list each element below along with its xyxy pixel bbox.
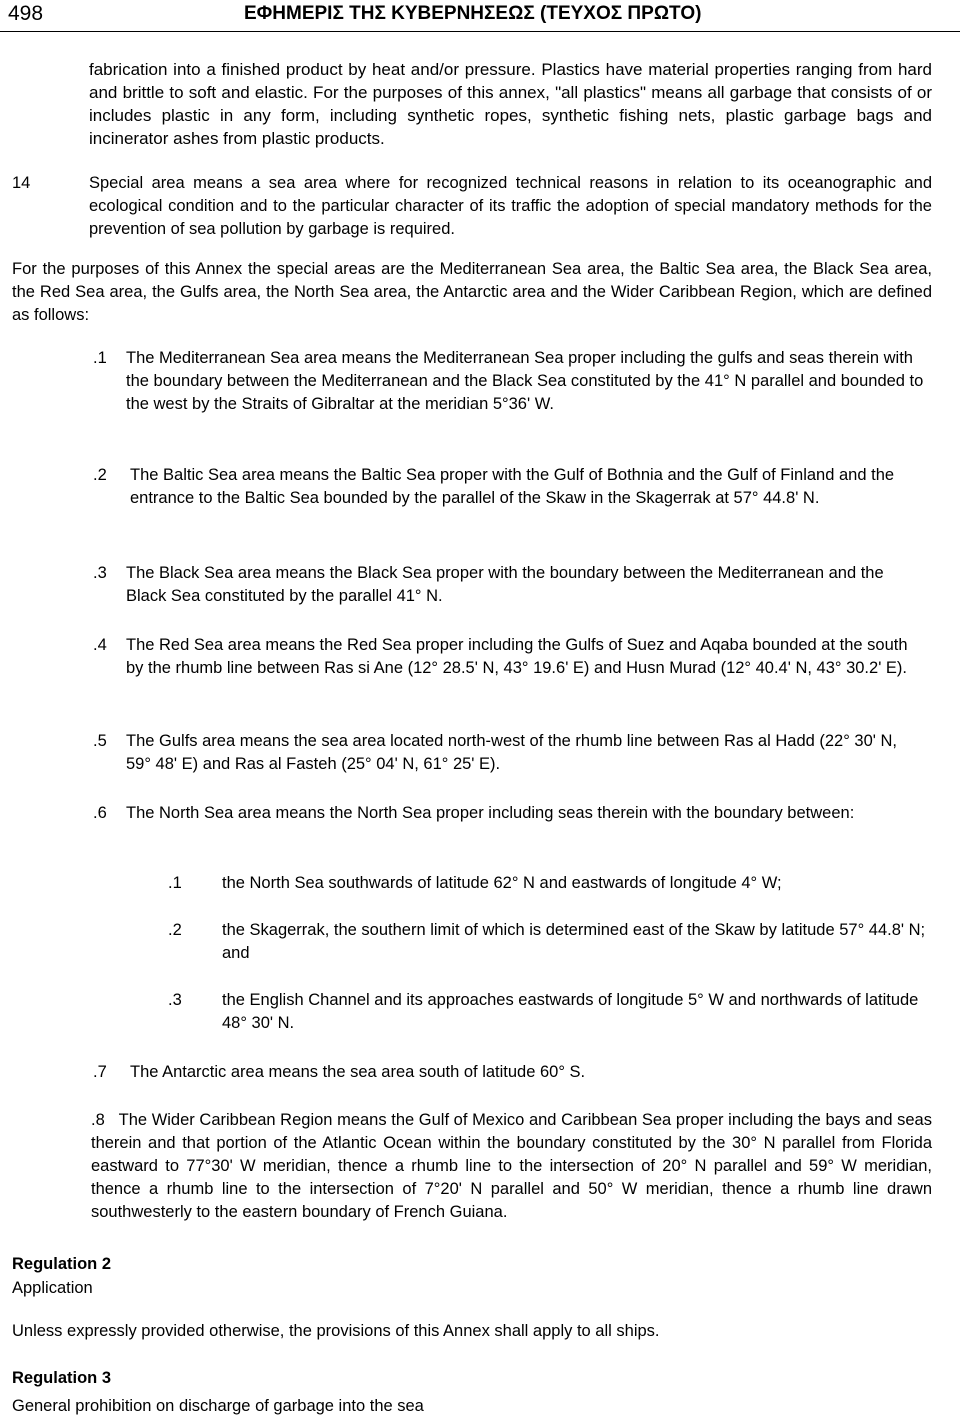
page-number: 498 [8, 2, 44, 25]
area-number-7: .7 [93, 1063, 107, 1081]
north-sea-sub-number-1: .1 [168, 874, 182, 892]
red-sea-area-text: The Red Sea area means the Red Sea proper including the Gulfs of Suez and Aqaba bounded at the south by the rhumb line between Ras si Ane (12° 28.5' N, 43° 19.6' E) and Husn Murad (12° 40.4' N, 43° 30.2' E). [126, 636, 908, 677]
north-sea-sub-text-1: the North Sea southwards of latitude 62° N and eastwards of longitude 4° W; [222, 874, 782, 892]
regulation-2-subheading: Application [12, 1279, 93, 1297]
wider-caribbean-area-text: .8 The Wider Caribbean Region means the Gulf of Mexico and Caribbean Sea proper including the bays and seas therein and that portion of the Atlantic Ocean within the boundary constituted by the 30° N parallel from Florida eastward to 77°30' W meridian, thence a rhumb line to the intersection of 20° N parallel and 59° W meridian, thence a rhumb line to the intersection of 7°20' N parallel and 50° W meridian, thence a rhumb line drawn southwesterly to the eastern boundary of French Guiana. [91, 1111, 932, 1221]
gazette-title: ΕΦΗΜΕΡΙΣ ΤΗΣ ΚΥΒΕΡΝΗΣΕΩΣ (ΤΕΥΧΟΣ ΠΡΩΤΟ) [244, 3, 702, 24]
regulation-2-heading: Regulation 2 [12, 1255, 112, 1273]
area-number-6: .6 [93, 804, 107, 822]
mediterranean-area-text: The Mediterranean Sea area means the Mediterranean Sea proper including the gulfs and seas therein with the boundary between the Mediterranean and the Black Sea constituted by the 41° N parallel and bounded to the west by the Straits of Gibraltar at the meridian 5°36' W. [126, 349, 924, 413]
regulation-2-text: Unless expressly provided otherwise, the provisions of this Annex shall apply to all ships. [12, 1322, 660, 1340]
area-number-2: .2 [93, 466, 107, 484]
gulfs-area-text: The Gulfs area means the sea area located north-west of the rhumb line between Ras al Hadd (22° 30' N, 59° 48' E) and Ras al Fasteh (25° 04' N, 61° 25' E). [126, 732, 898, 773]
area-number-8: .8 [91, 1111, 105, 1129]
special-areas-intro: For the purposes of this Annex the special areas are the Mediterranean Sea area, the Baltic Sea area, the Black Sea area, the Red Sea area, the Gulfs area, the North Sea area, the Antarctic area and the Wider Caribbean Region, which are defined as follows: [12, 260, 932, 324]
north-sea-sub-text-3: the English Channel and its approaches eastwards of longitude 5° W and northwards of latitude 48° 30' N. [222, 991, 919, 1032]
black-sea-area-text: The Black Sea area means the Black Sea proper with the boundary between the Mediterranean and the Black Sea constituted by the parallel 41° N. [126, 564, 884, 605]
antarctic-area-text: The Antarctic area means the sea area south of latitude 60° S. [130, 1063, 586, 1081]
regulation-3-subheading: General prohibition on discharge of garbage into the sea [12, 1397, 424, 1415]
north-sea-sub-number-2: .2 [168, 921, 182, 939]
area-number-1: .1 [93, 349, 107, 367]
plastics-paragraph: fabrication into a finished product by heat and/or pressure. Plastics have material properties ranging from hard and brittle to soft and elastic. For the purposes of this annex, "all plastics" means all garbage that consists of or includes plastic in any form, including synthetic ropes, synthetic fishing nets, plastic garbage bags and incinerator ashes from plastic products. [89, 60, 932, 148]
area-number-5: .5 [93, 732, 107, 750]
special-area-definition: Special area means a sea area where for recognized technical reasons in relation to its oceanographic and ecological condition and to the particular character of its traffic the adoption of special mandatory methods for the prevention of sea pollution by garbage is required. [89, 174, 932, 238]
north-sea-sub-text-2: the Skagerrak, the southern limit of which is determined east of the Skaw by latitude 57° 44.8' N; and [222, 921, 926, 962]
area-number-3: .3 [93, 564, 107, 582]
north-sea-area-text: The North Sea area means the North Sea proper including seas therein with the boundary between: [126, 804, 855, 822]
page-header [0, 0, 960, 32]
baltic-area-text: The Baltic Sea area means the Baltic Sea proper with the Gulf of Bothnia and the Gulf of Finland and the entrance to the Baltic Sea bounded by the parallel of the Skaw in the Skagerrak at 57° 44.8' N. [130, 466, 895, 507]
north-sea-sub-number-3: .3 [168, 991, 182, 1009]
regulation-3-heading: Regulation 3 [12, 1369, 112, 1387]
area-number-4: .4 [93, 636, 107, 654]
definition-number-14: 14 [12, 174, 31, 192]
